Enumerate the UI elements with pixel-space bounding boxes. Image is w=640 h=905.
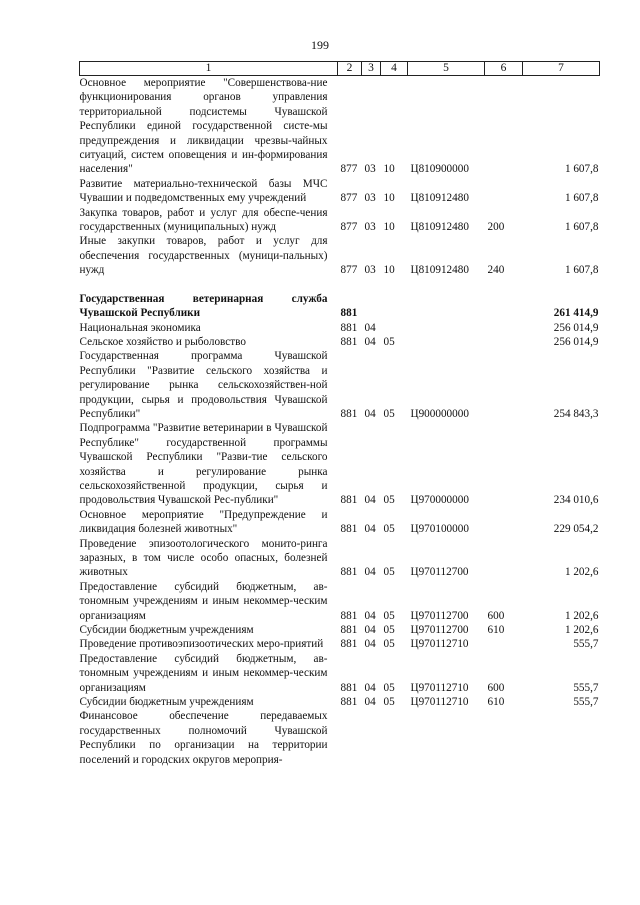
row-amount: 555,7 [573,681,599,694]
table-row [80,321,600,335]
row-target-article: Ц970112710 [410,638,469,651]
row-expense-type: 610 [487,696,505,709]
row-section: 04 [364,407,376,420]
row-subsection: 05 [383,638,395,651]
row-expense-type: 610 [487,624,505,637]
table-row [80,421,600,507]
header-cell: 5 [408,62,485,76]
row-expense-type [485,349,523,421]
row-expense-type: 600 [487,609,505,622]
table-row [80,335,600,349]
row-admin-code [338,709,362,767]
page-number: 199 [311,38,329,52]
row-name: Подпрограмма "Развитие ветеринарии в Чувашской Республике" государственной программы Чувашской Республики "Разви-тие сельского хозяйства и регулирование рынка сельскохозяйственной продукции, сырья и продовольствия Чувашской Рес-публики" [79,422,328,507]
row-admin-code: 881 [340,307,358,320]
row-admin-code: 877 [340,221,358,234]
row-expense-type [485,321,523,335]
row-amount: 254 843,3 [553,407,599,420]
row-admin-code: 877 [340,163,358,176]
row-admin-code: 881 [340,696,358,709]
row-name: Основное мероприятие "Совершенствова-ние функционирования органов управления территориальной подсистемы Чувашской Республики единой государственной систе-мы предупреждения и ликвидации чрезвы-чайных ситуаций, систем оповещения и ин-формирования населения" [79,77,328,176]
row-amount [523,709,600,767]
row-subsection: 05 [383,624,395,637]
table-row [80,292,600,321]
row-expense-type [485,637,523,651]
row-target-article: Ц810912480 [410,264,469,277]
row-expense-type [485,177,523,206]
row-subsection: 10 [383,264,395,277]
row-target-article: Ц970112710 [410,681,469,694]
row-section: 04 [364,681,376,694]
table-row [80,623,600,637]
row-name: Закупка товаров, работ и услуг для обеспе-чения государственных (муниципальных) нужд [79,206,328,234]
table-header-row [80,62,600,76]
row-admin-code: 881 [340,566,358,579]
row-section: 03 [364,264,376,277]
table-row [80,652,600,695]
row-section: 04 [364,335,376,348]
row-section: 04 [364,494,376,507]
row-name: Финансовое обеспечение передаваемых государственных полномочий Чувашской Республики по организации на территории поселений и городских округов мероприя- [79,710,328,766]
row-target-article: Ц970112700 [410,609,469,622]
table-row [80,177,600,206]
row-name: Предоставление субсидий бюджетным, ав-тономным учреждениям и иным некоммер-ческим организациям [79,652,328,694]
row-section: 03 [364,163,376,176]
row-amount: 1 607,8 [564,192,599,205]
row-name: Развитие материально-технической базы МЧС Чувашии и подведомственных ему учреждений [79,177,328,205]
row-subsection [381,321,408,335]
header-cell: 3 [362,62,381,76]
row-expense-type [485,76,523,177]
row-amount: 256 014,9 [553,321,599,334]
row-subsection: 05 [383,523,395,536]
row-amount: 234 010,6 [553,494,599,507]
row-name: Иные закупки товаров, работ и услуг для обеспечения государственных (муници-пальных) нужд [79,235,328,277]
row-section: 04 [364,523,376,536]
row-section: 04 [364,321,376,334]
row-section: 04 [364,624,376,637]
row-expense-type [485,709,523,767]
row-name: Проведение противоэпизоотических меро-приятий [79,638,324,651]
row-subsection: 05 [383,696,395,709]
table-row [80,76,600,177]
row-subsection: 10 [383,221,395,234]
row-amount: 229 054,2 [553,523,599,536]
row-target-article [408,292,485,321]
table-row [80,709,600,767]
budget-table [79,61,600,767]
row-name: Субсидии бюджетным учреждениям [79,696,254,709]
row-subsection [381,709,408,767]
row-amount: 1 607,8 [564,264,599,277]
row-amount: 256 014,9 [553,335,599,348]
header-cell: 6 [485,62,523,76]
row-expense-type: 240 [487,264,505,277]
row-admin-code: 881 [340,624,358,637]
row-section: 04 [364,696,376,709]
row-target-article [408,709,485,767]
row-target-article: Ц810900000 [410,163,469,176]
row-expense-type [485,508,523,537]
row-subsection: 05 [383,609,395,622]
row-name: Государственная ветеринарная служба Чувашской Республики [79,292,328,320]
row-name: Предоставление субсидий бюджетным, ав-тономным учреждениям и иным некоммер-ческим организациям [79,580,328,622]
row-amount: 1 202,6 [564,624,599,637]
row-admin-code: 881 [340,335,358,348]
row-amount: 1 202,6 [564,566,599,579]
row-amount: 555,7 [573,696,599,709]
row-target-article: Ц970112710 [410,696,469,709]
header-cell: 1 [80,62,338,76]
row-subsection: 10 [383,163,395,176]
row-target-article: Ц970112700 [410,624,469,637]
table-row [80,695,600,709]
row-admin-code: 881 [340,681,358,694]
row-name: Субсидии бюджетным учреждениям [79,624,254,637]
row-subsection: 10 [383,192,395,205]
row-expense-type [485,537,523,580]
row-amount: 261 414,9 [553,307,599,320]
row-target-article: Ц900000000 [410,407,469,420]
table-row [80,637,600,651]
row-expense-type: 200 [487,221,505,234]
row-expense-type [485,335,523,349]
row-subsection: 05 [383,681,395,694]
row-target-article: Ц970100000 [410,523,469,536]
header-cell: 7 [523,62,600,76]
row-amount: 1 607,8 [564,163,599,176]
row-admin-code: 877 [340,192,358,205]
row-section [362,709,381,767]
row-amount: 555,7 [573,638,599,651]
table-row [80,508,600,537]
row-subsection: 05 [383,335,395,348]
table-row [80,234,600,277]
row-admin-code: 881 [340,407,358,420]
row-expense-type [485,292,523,321]
row-target-article: Ц970000000 [410,494,469,507]
row-section: 04 [364,609,376,622]
row-name: Проведение эпизоотологического монито-ринга заразных, в том числе особо опасных, болезней животных [79,537,328,579]
row-section: 03 [364,221,376,234]
row-target-article: Ц810912480 [410,192,469,205]
row-admin-code: 881 [340,609,358,622]
row-name: Сельское хозяйство и рыболовство [79,335,246,348]
row-subsection: 05 [383,494,395,507]
row-name: Основное мероприятие "Предупреждение и ликвидация болезней животных" [79,508,328,536]
table-row [80,537,600,580]
table-row [80,206,600,235]
row-admin-code: 881 [340,321,358,334]
row-section: 04 [364,566,376,579]
row-section: 03 [364,192,376,205]
row-name: Государственная программа Чувашской Республики "Развитие сельского хозяйства и регулирование рынка сельскохозяйствен-ной продукции, сырья и продовольствия Чувашской Республики" [79,350,328,420]
row-expense-type [485,421,523,507]
row-amount: 1 607,8 [564,221,599,234]
row-section: 04 [364,638,376,651]
row-amount: 1 202,6 [564,609,599,622]
row-subsection: 05 [383,407,395,420]
row-name: Национальная экономика [79,321,201,334]
row-target-article [408,321,485,335]
row-target-article [408,335,485,349]
row-subsection: 05 [383,566,395,579]
row-target-article: Ц970112700 [410,566,469,579]
table-row [80,349,600,421]
row-admin-code: 881 [340,523,358,536]
row-expense-type: 600 [487,681,505,694]
header-cell: 2 [338,62,362,76]
table-row [80,580,600,623]
spacer-row [80,278,600,292]
row-section [362,292,381,321]
row-target-article: Ц810912480 [410,221,469,234]
row-subsection [381,292,408,321]
row-admin-code: 877 [340,264,358,277]
header-cell: 4 [381,62,408,76]
row-admin-code: 881 [340,638,358,651]
row-admin-code: 881 [340,494,358,507]
